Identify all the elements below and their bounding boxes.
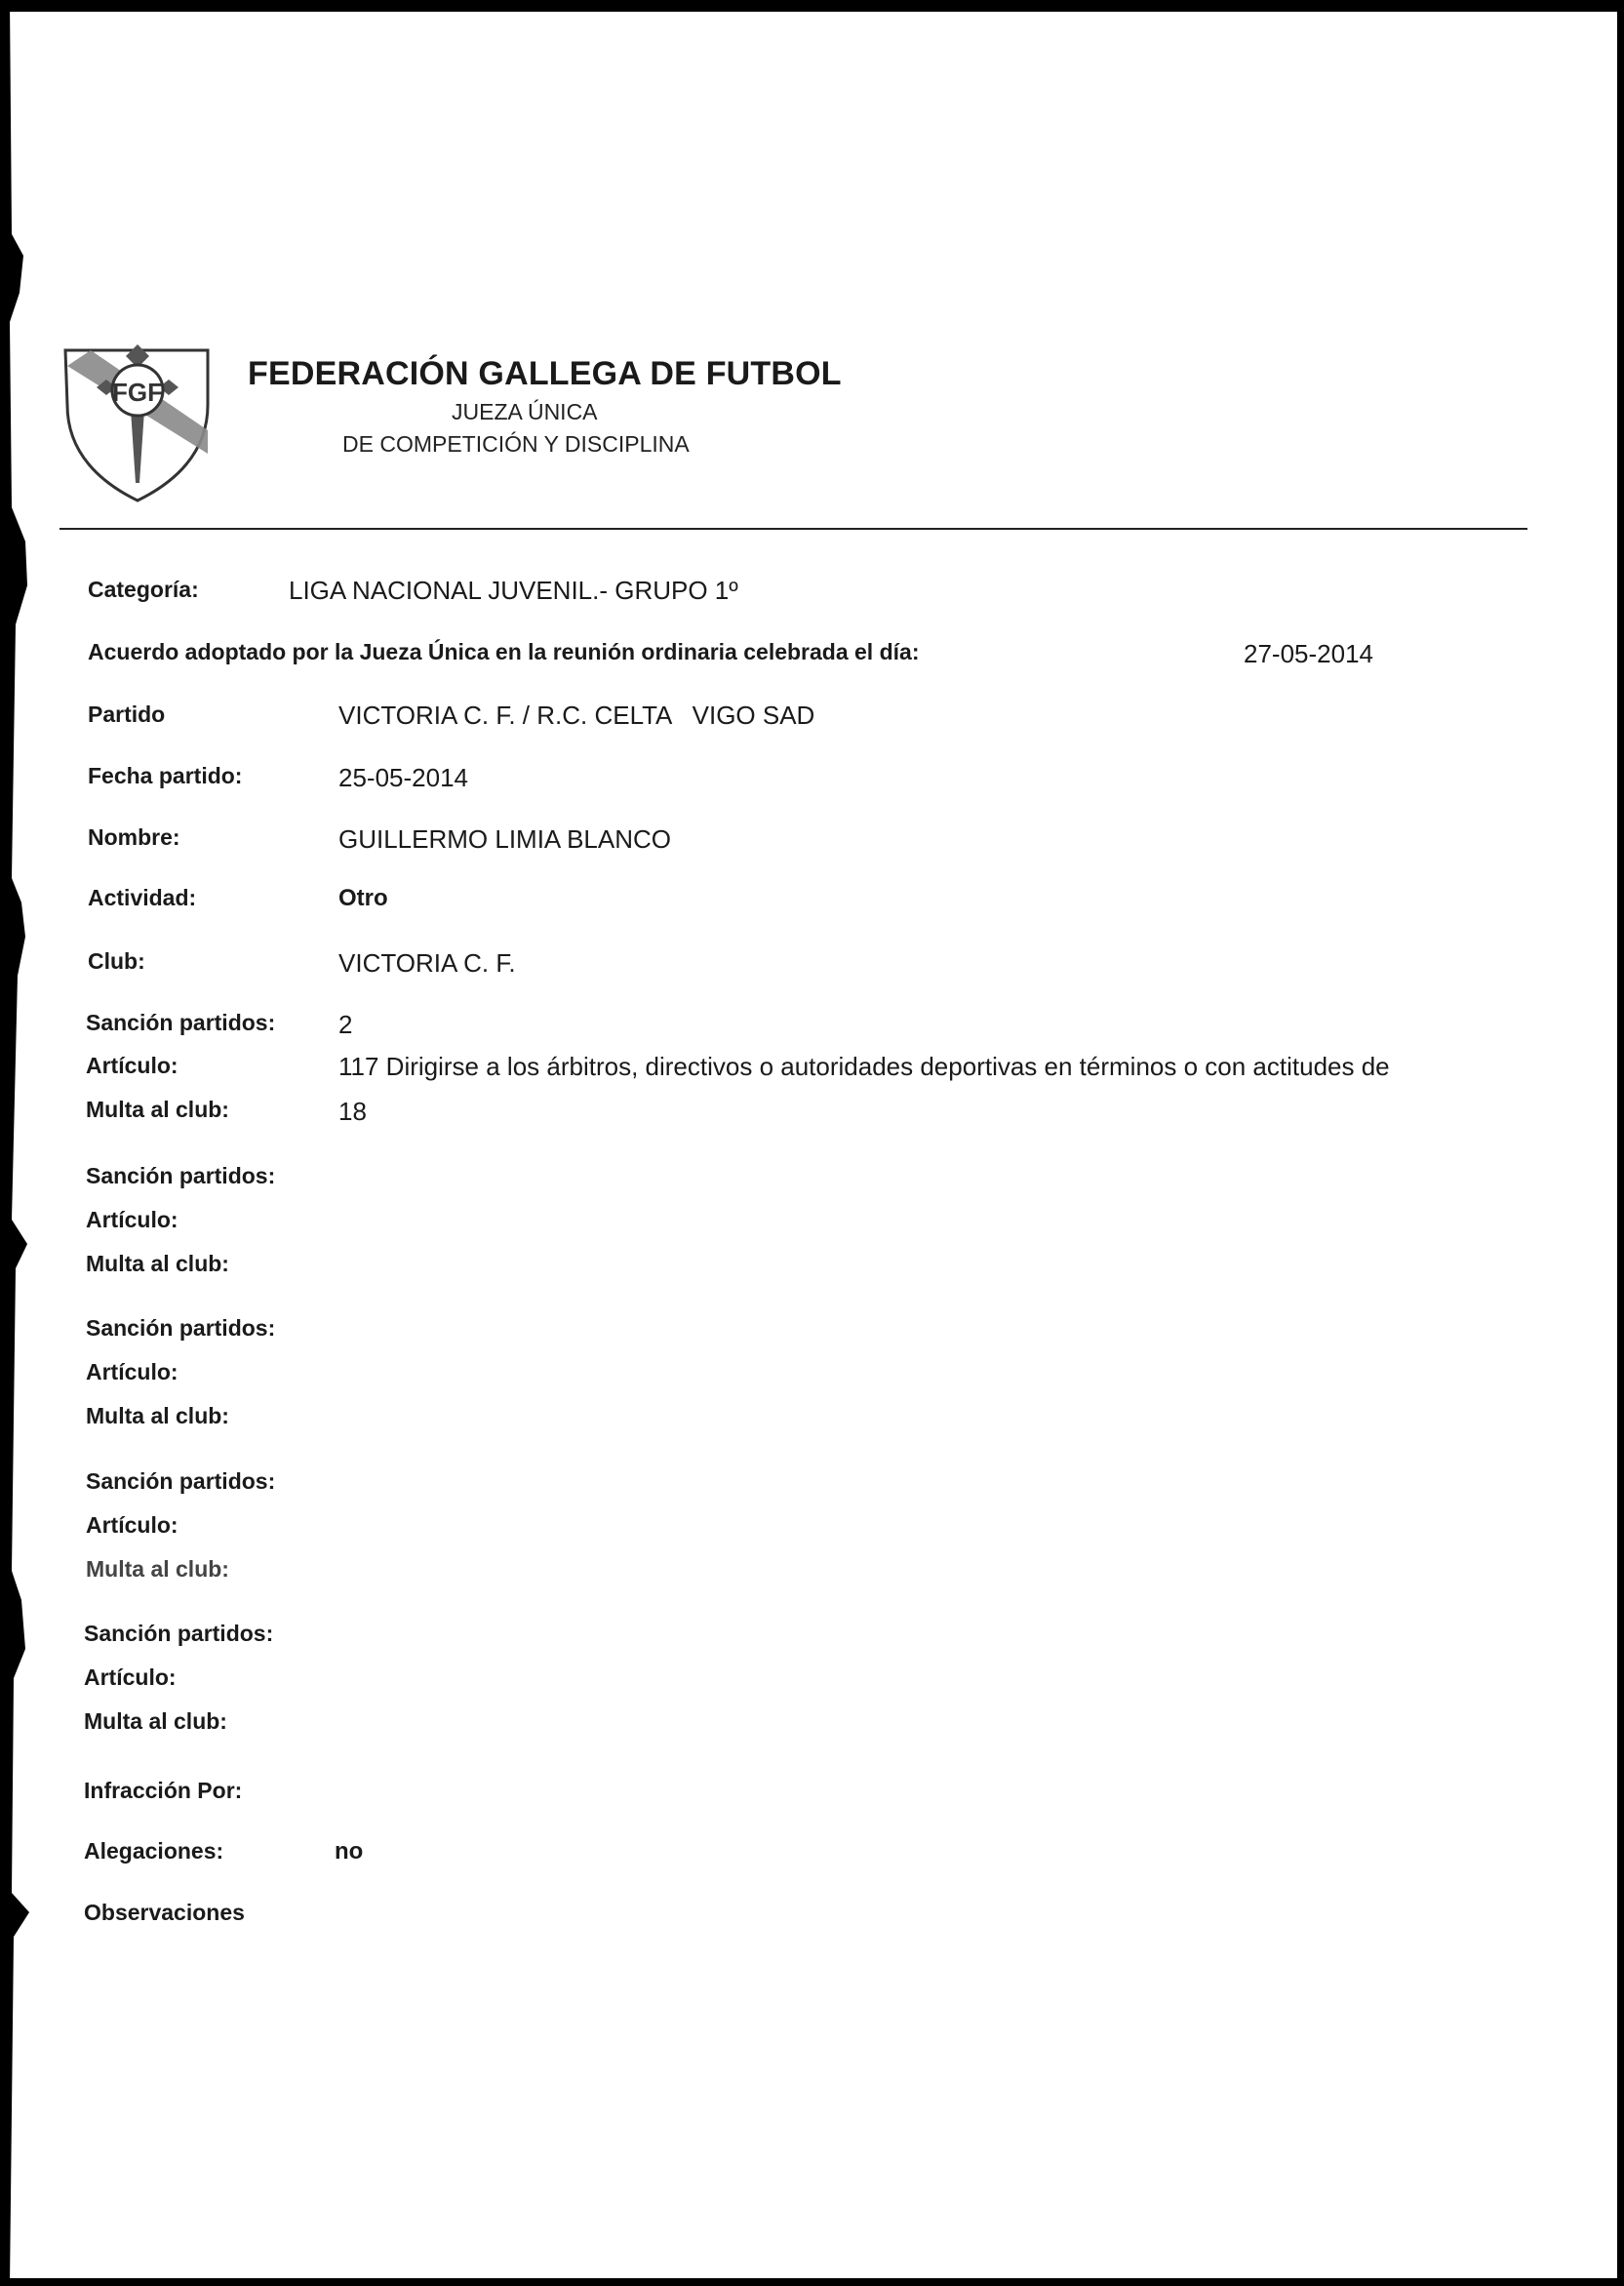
logo-text: FGF [112, 378, 163, 407]
multa-club-label: Multa al club: [86, 1403, 229, 1428]
nombre-value: GUILLERMO LIMIA BLANCO [338, 824, 671, 854]
articulo-label: Artículo: [86, 1053, 178, 1078]
actividad-label: Actividad: [88, 885, 197, 910]
sancion-partidos-label: Sanción partidos: [86, 1468, 276, 1494]
articulo-label: Artículo: [86, 1207, 178, 1232]
partido-value: VICTORIA C. F. / R.C. CELTA VIGO SAD [338, 701, 815, 730]
federation-logo [61, 337, 214, 504]
alegaciones-label: Alegaciones: [84, 1838, 224, 1864]
sancion-partidos-label: Sanción partidos: [86, 1010, 276, 1035]
org-title: FEDERACIÓN GALLEGA DE FUTBOL [248, 355, 842, 392]
club-value: VICTORIA C. F. [338, 948, 516, 978]
multa-club-label: Multa al club: [86, 1556, 229, 1582]
document-page [8, 12, 1617, 2278]
sancion-partidos-label: Sanción partidos: [86, 1315, 276, 1341]
sancion-partidos-label: Sanción partidos: [86, 1163, 276, 1188]
partido-label: Partido [88, 702, 166, 727]
articulo-label: Artículo: [86, 1359, 178, 1384]
articulo-label: Artículo: [84, 1664, 177, 1690]
articulo-value: 117 Dirigirse a los árbitros, directivos o autoridades deportivas en términos o con actitudes de [338, 1052, 1390, 1081]
infraccion-label: Infracción Por: [84, 1778, 243, 1803]
acuerdo-date: 27-05-2014 [1244, 639, 1373, 668]
org-subtitle-2: DE COMPETICIÓN Y DISCIPLINA [342, 431, 690, 457]
multa-club-label: Multa al club: [86, 1097, 229, 1122]
alegaciones-value: no [335, 1838, 364, 1865]
acuerdo-label: Acuerdo adoptado por la Jueza Única en la reunión ordinaria celebrada el día: [88, 639, 920, 664]
torn-left-edge [0, 0, 39, 2286]
multa-club-label: Multa al club: [84, 1708, 227, 1734]
fecha-partido-value: 25-05-2014 [338, 763, 468, 792]
sancion-partidos-label: Sanción partidos: [84, 1621, 274, 1646]
sancion-partidos-value: 2 [338, 1010, 353, 1039]
multa-club-value: 18 [338, 1097, 367, 1126]
actividad-value: Otro [338, 885, 388, 911]
articulo-label: Artículo: [86, 1512, 178, 1538]
observaciones-label: Observaciones [84, 1900, 245, 1925]
org-subtitle-1: JUEZA ÚNICA [452, 399, 598, 424]
multa-club-label: Multa al club: [86, 1251, 229, 1276]
nombre-label: Nombre: [88, 824, 180, 850]
header-divider [59, 528, 1527, 530]
fecha-partido-label: Fecha partido: [88, 763, 243, 788]
club-label: Club: [88, 948, 145, 974]
categoria-value: LIGA NACIONAL JUVENIL.- GRUPO 1º [289, 576, 738, 605]
categoria-label: Categoría: [88, 577, 199, 602]
